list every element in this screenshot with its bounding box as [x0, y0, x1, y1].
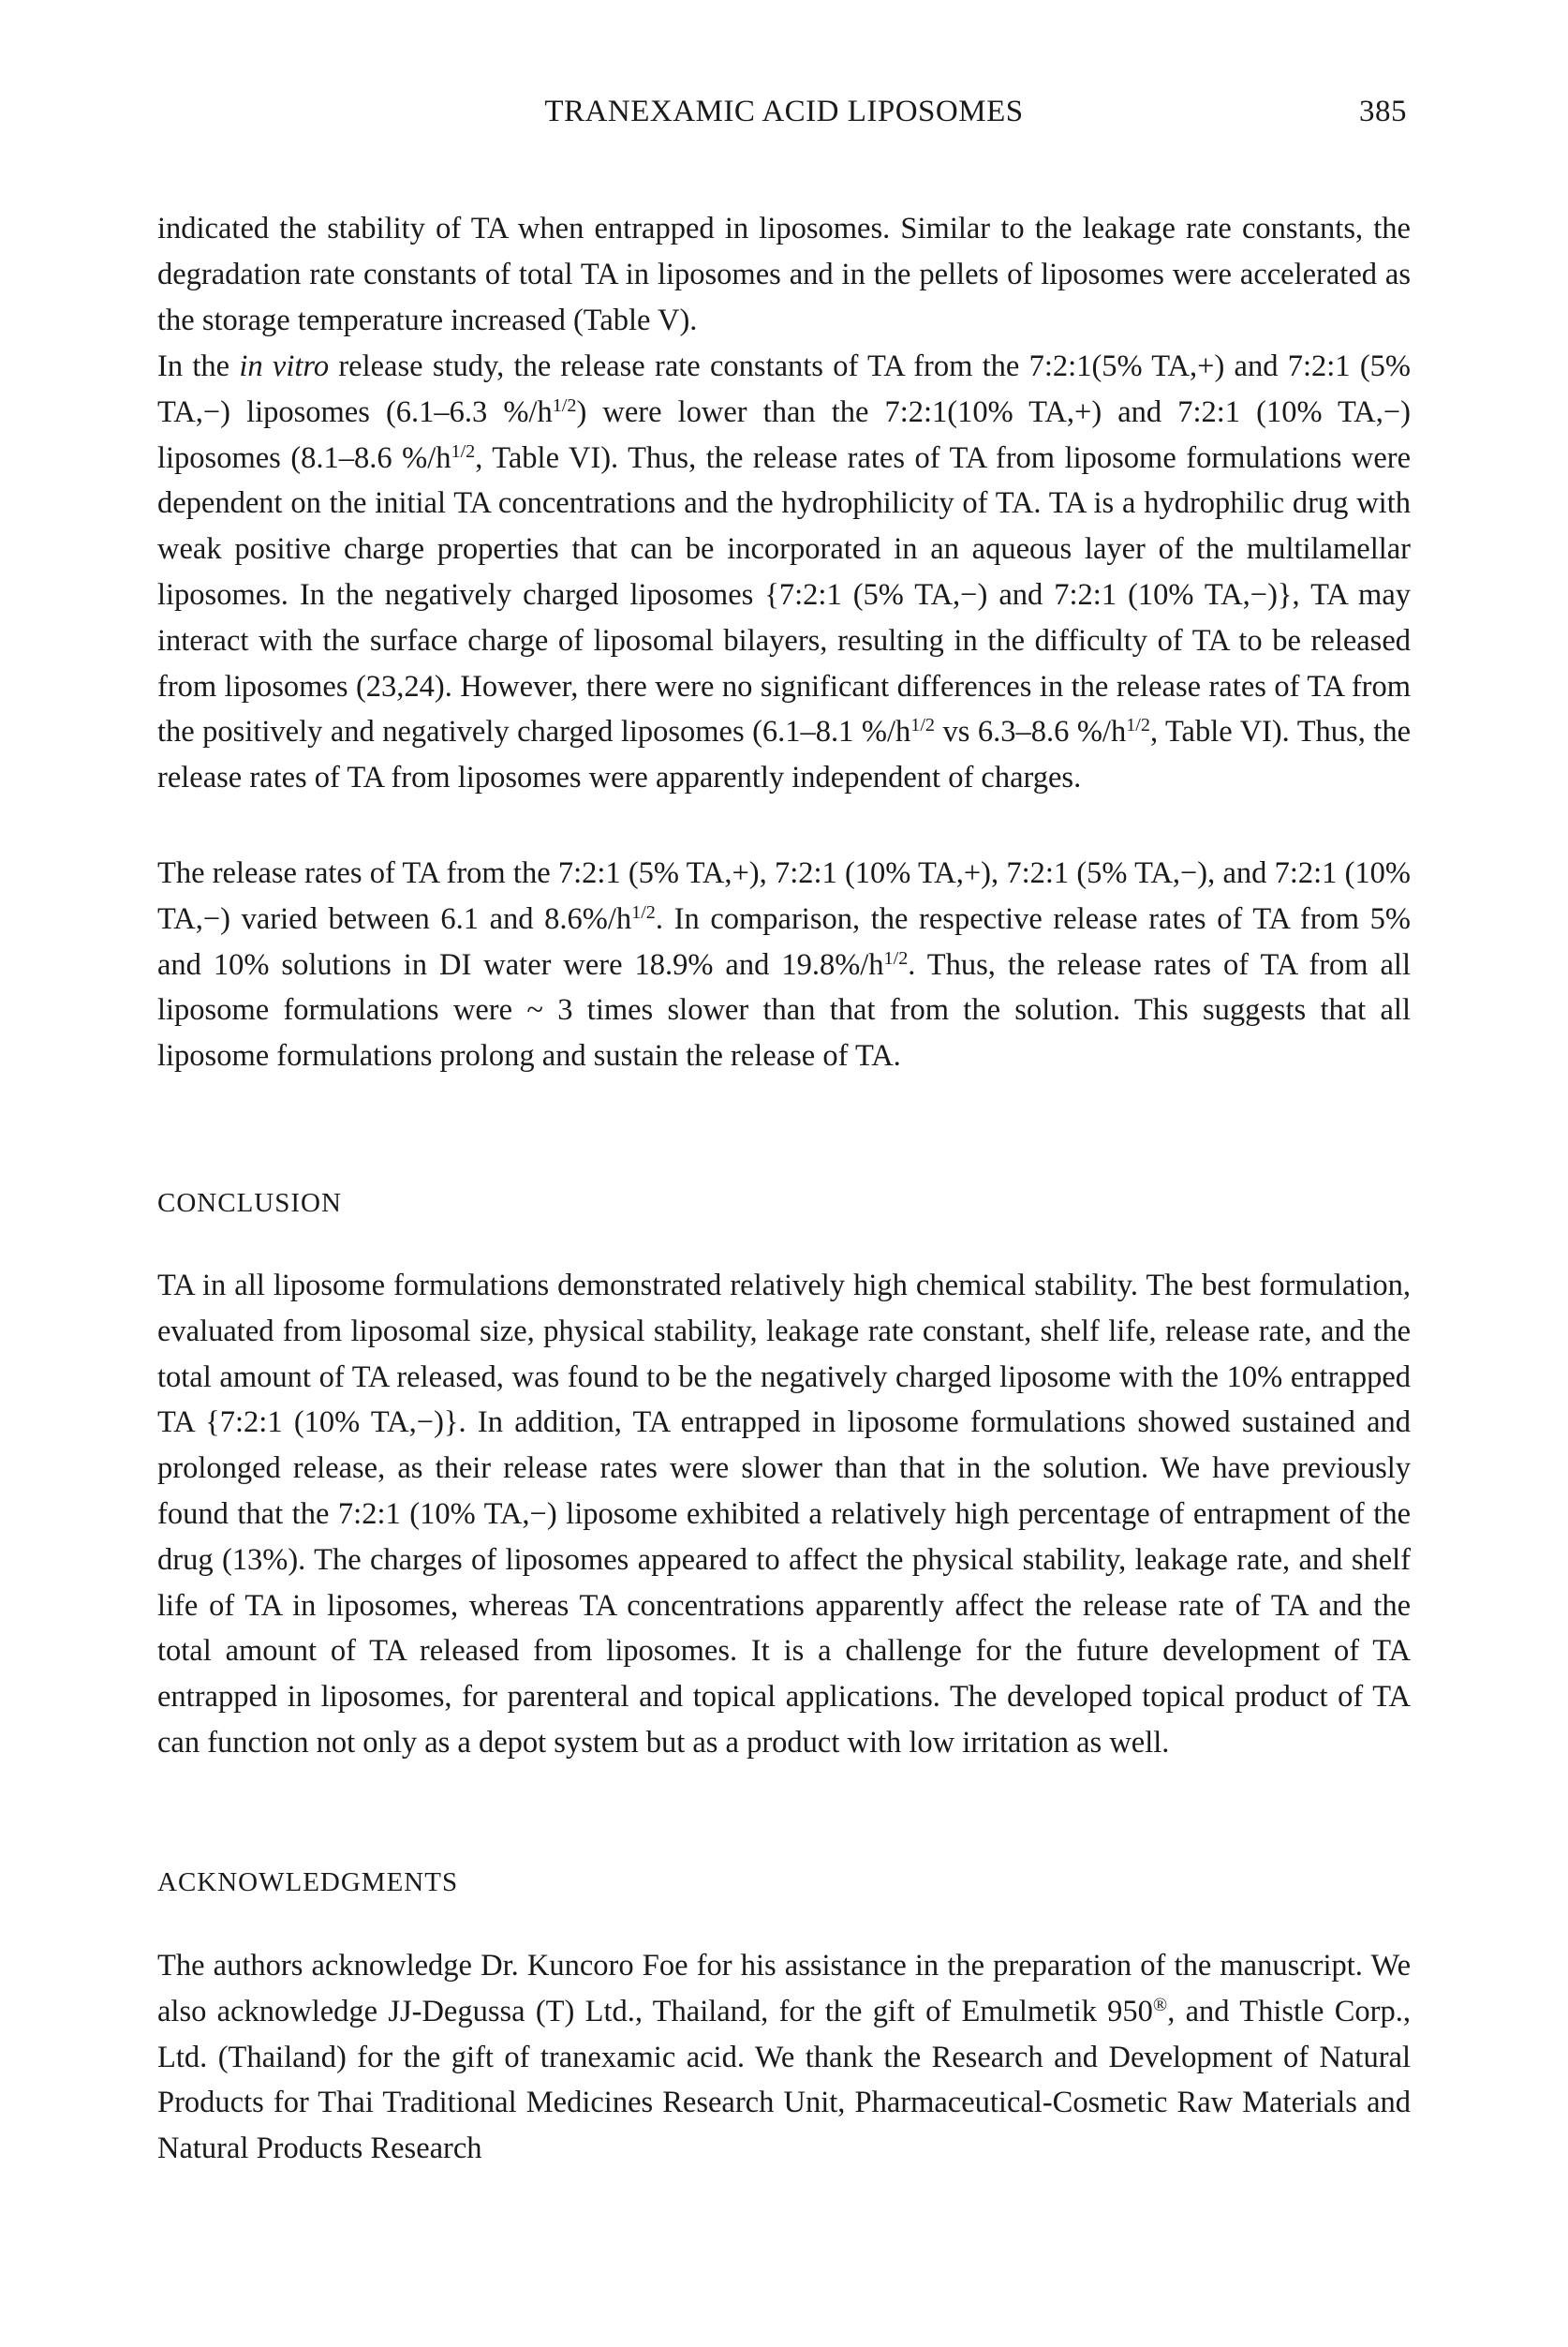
acknowledgments-heading: ACKNOWLEDGMENTS	[157, 1867, 459, 1897]
paragraph-release-rates	[157, 851, 1411, 1079]
paragraph-conclusion	[157, 1263, 1411, 1766]
page-number: 385	[1359, 95, 1407, 128]
registered-mark: ®	[1152, 1994, 1168, 2015]
running-header	[0, 95, 1568, 141]
conclusion-heading: CONCLUSION	[157, 1188, 342, 1218]
paragraph-text: The release rates of TA from the 7:2:1 (5% TA,+), 7:2:1 (10% TA,+), 7:2:1 (5% TA,−), and 7:2:1 (10% TA,−) varied between 6.1 and $8.6\%/h^{1/2}$. In comparison, the respective release rates of TA from 5% and 10% solutions in DI water were 18.9% and $19.8\%/h^{1/2}$. Thus, the release rates of TA from all liposome formulations were ~ 3 times slower than that from the solution. This suggests that all liposome formulations prolong and sustain the release of TA.	[157, 856, 1411, 1074]
paragraph-text: TA in all liposome formulations demonstrated relatively high chemical stability. The best formulation, evaluated from liposomal size, physical stability, leakage rate constant, shelf life, release rate, and the total amount of TA released, was found to be the negatively charged liposome with the 10% entrapped TA {7:2:1 (10% TA,−)}. In addition, TA entrapped in liposome formulations showed sustained and prolonged release, as their release rates were slower than that in the solution. We have previously found that the 7:2:1 (10% TA,−) liposome exhibited a relatively high percentage of entrapment of the drug (13%). The charges of liposomes appeared to affect the physical stability, leakage rate, and shelf life of TA in liposomes, whereas TA concentrations apparently affect the release rate of TA and the total amount of TA released from liposomes. It is a challenge for the future development of TA entrapped in liposomes, for parenteral and topical applications. The developed topical product of TA can function not only as a depot system but as a product with low irritation as well.	[157, 1269, 1411, 1760]
in-vitro-italic: in vitro	[239, 349, 330, 383]
paragraph-release-study	[157, 344, 1411, 801]
paragraph-acknowledgments	[157, 1943, 1411, 2172]
paragraph-text: indicated the stability of TA when entrapped in liposomes. Similar to the leakage rate constants, the degradation rate constants of total TA in liposomes and in the pellets of liposomes were accelerated as the storage temperature increased (Table V).	[157, 212, 1411, 337]
paragraph-stability	[157, 206, 1411, 343]
paragraph-text: The authors acknowledge Dr. Kuncoro Foe for his assistance in the preparation of the manuscript. We also acknowledge JJ-Degussa (T) Ltd., Thailand, for the gift of Emulmetik 950®, and Thistle Corp., Ltd. (Thailand) for the gift of tranexamic acid. We thank the Research and Development of Natural Products for Thai Traditional Medicines Research Unit, Pharmaceutical-Cosmetic Raw Materials and Natural Products Research	[157, 1949, 1411, 2166]
paragraph-text: In the in vitro release study, the release rate constants of TA from the 7:2:1(5% TA,+) and 7:2:1 (5% TA,−) liposomes (6.1–6.3 $\%/h^{1/2}$) were lower than the 7:2:1(10% TA,+) and 7:2:1 (10% TA,−) liposomes (8.1–8.6 $\%/h^{1/2}$, Table VI). Thus, the release rates of TA from liposome formulations were dependent on the initial TA concentrations and the hydrophilicity of TA. TA is a hydrophilic drug with weak positive charge properties that can be incorporated in an aqueous layer of the multilamellar liposomes. In the negatively charged liposomes {7:2:1 (5% TA,−) and 7:2:1 (10% TA,−)}, TA may interact with the surface charge of liposomal bilayers, resulting in the difficulty of TA to be released from liposomes (23,24). However, there were no significant differences in the release rates of TA from the positively and negatively charged liposomes (6.1–8.1 $\%/h^{1/2}$ vs 6.3–8.6 $\%/h^{1/2}$, Table VI). Thus, the release rates of TA from liposomes were apparently independent of charges.	[157, 349, 1412, 795]
running-title: TRANEXAMIC ACID LIPOSOMES	[544, 95, 1024, 128]
